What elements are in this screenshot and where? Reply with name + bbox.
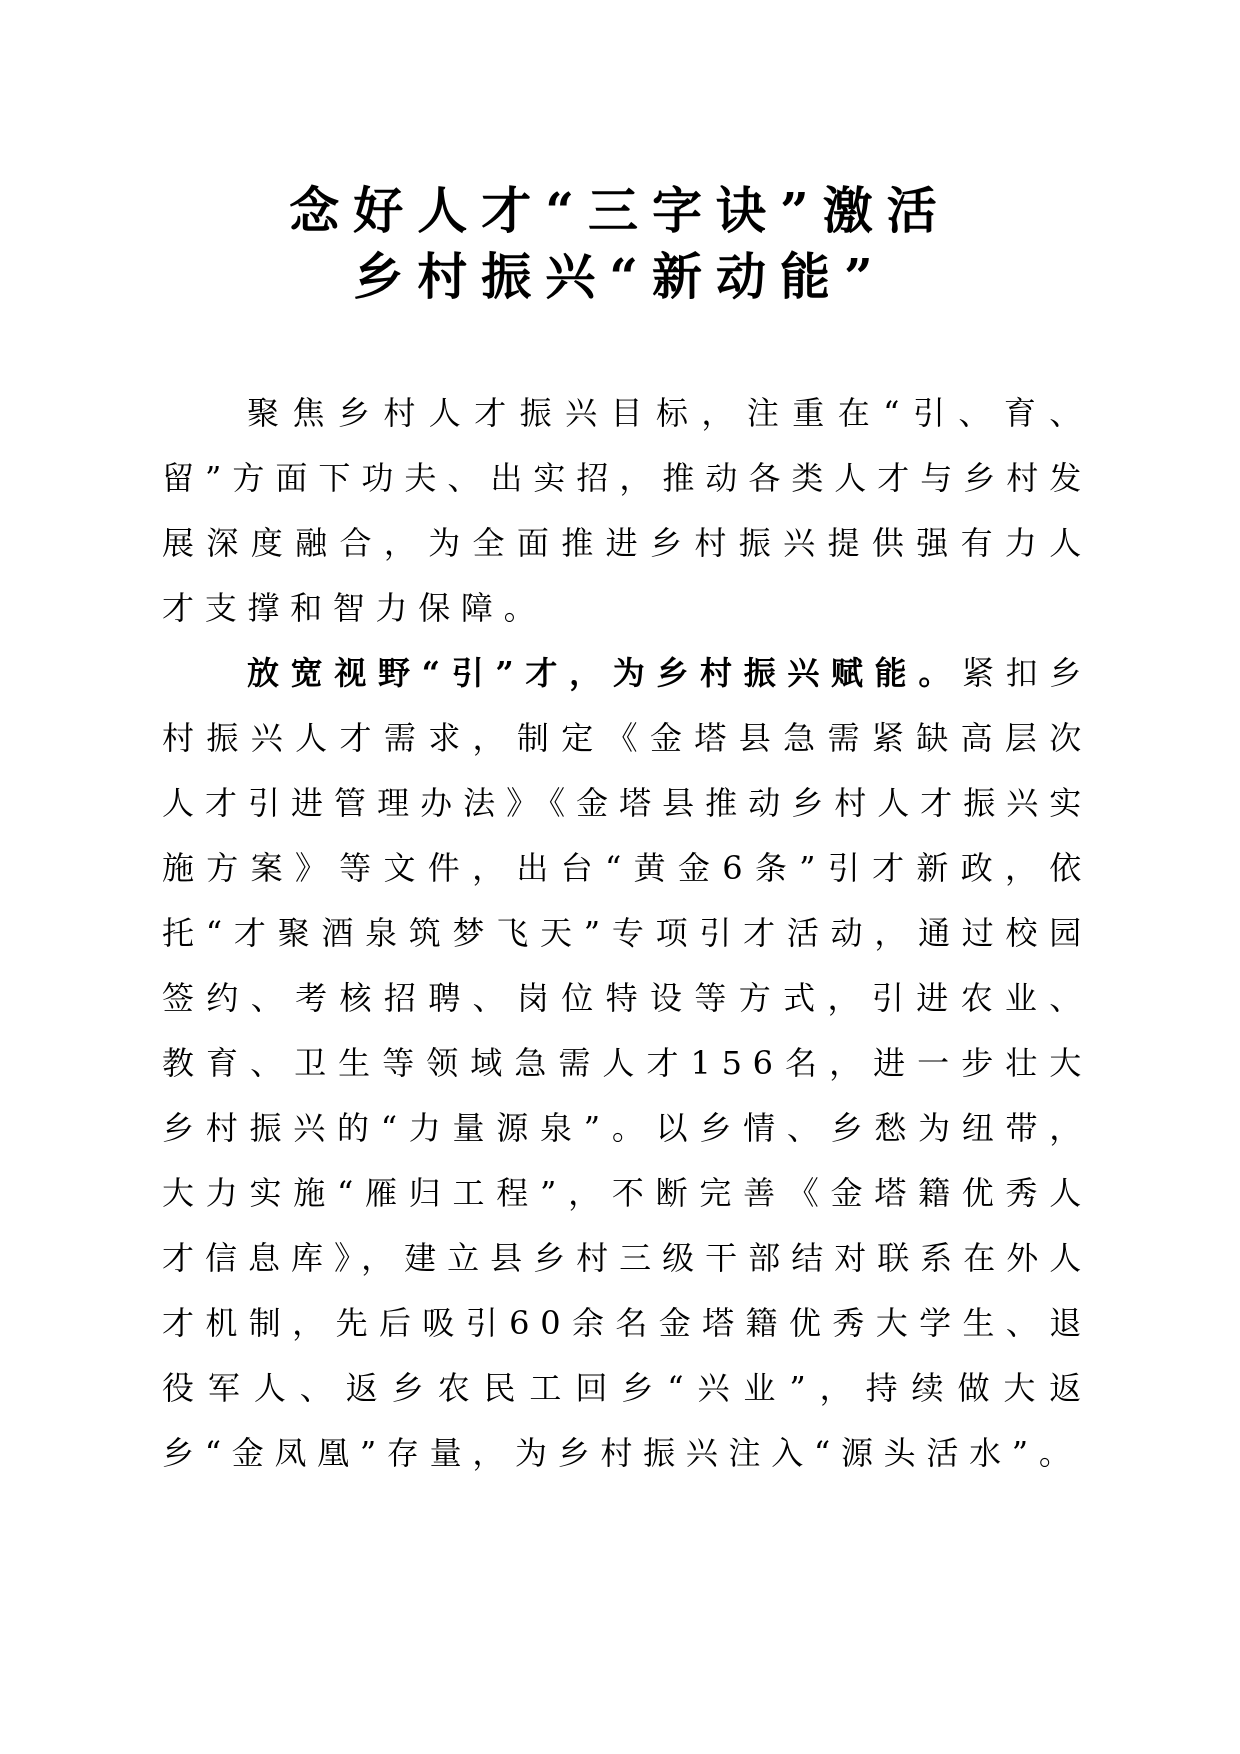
document-title [0,178,1240,310]
paragraph-talent-introduction-text: 紧扣乡村振兴人才需求，制定《金塔县急需紧缺高层次人才引进管理办法》《金塔县推动乡村人才振兴实施方案》等文件，出台“黄金6条”引才新政，依托“才聚酒泉筑梦飞天”专项引才活动，通过校园签约、考核招聘、岗位特设等方式，引进农业、教育、卫生等领域急需人才156名，进一步壮大乡村振兴的“力量源泉”。以乡情、乡愁为纽带，大力实施“雁归工程”，不断完善《金塔籍优秀人才信息库》，建立县乡村三级干部结对联系在外人才机制，先后吸引60余名金塔籍优秀大学生、退役军人、返乡农民工回乡“兴业”，持续做大返乡“金凤凰”存量，为乡村振兴注入“源头活水”。 [162,654,1092,1472]
paragraph-intro-text: 聚焦乡村人才振兴目标，注重在“引、育、留”方面下功夫、出实招，推动各类人才与乡村发展深度融合，为全面推进乡村振兴提供强有力人才支撑和智力保障。 [162,394,1092,627]
title-line-2: 乡村振兴“新动能” [353,247,887,306]
paragraph-lead-heading: 放宽视野“引”才，为乡村振兴赋能。 [247,654,962,692]
paragraph-intro [162,381,1092,641]
title-line-1: 念好人才“三字诀”激活 [289,181,951,240]
paragraph-talent-introduction [162,641,1092,1486]
document-body [162,381,1092,1486]
